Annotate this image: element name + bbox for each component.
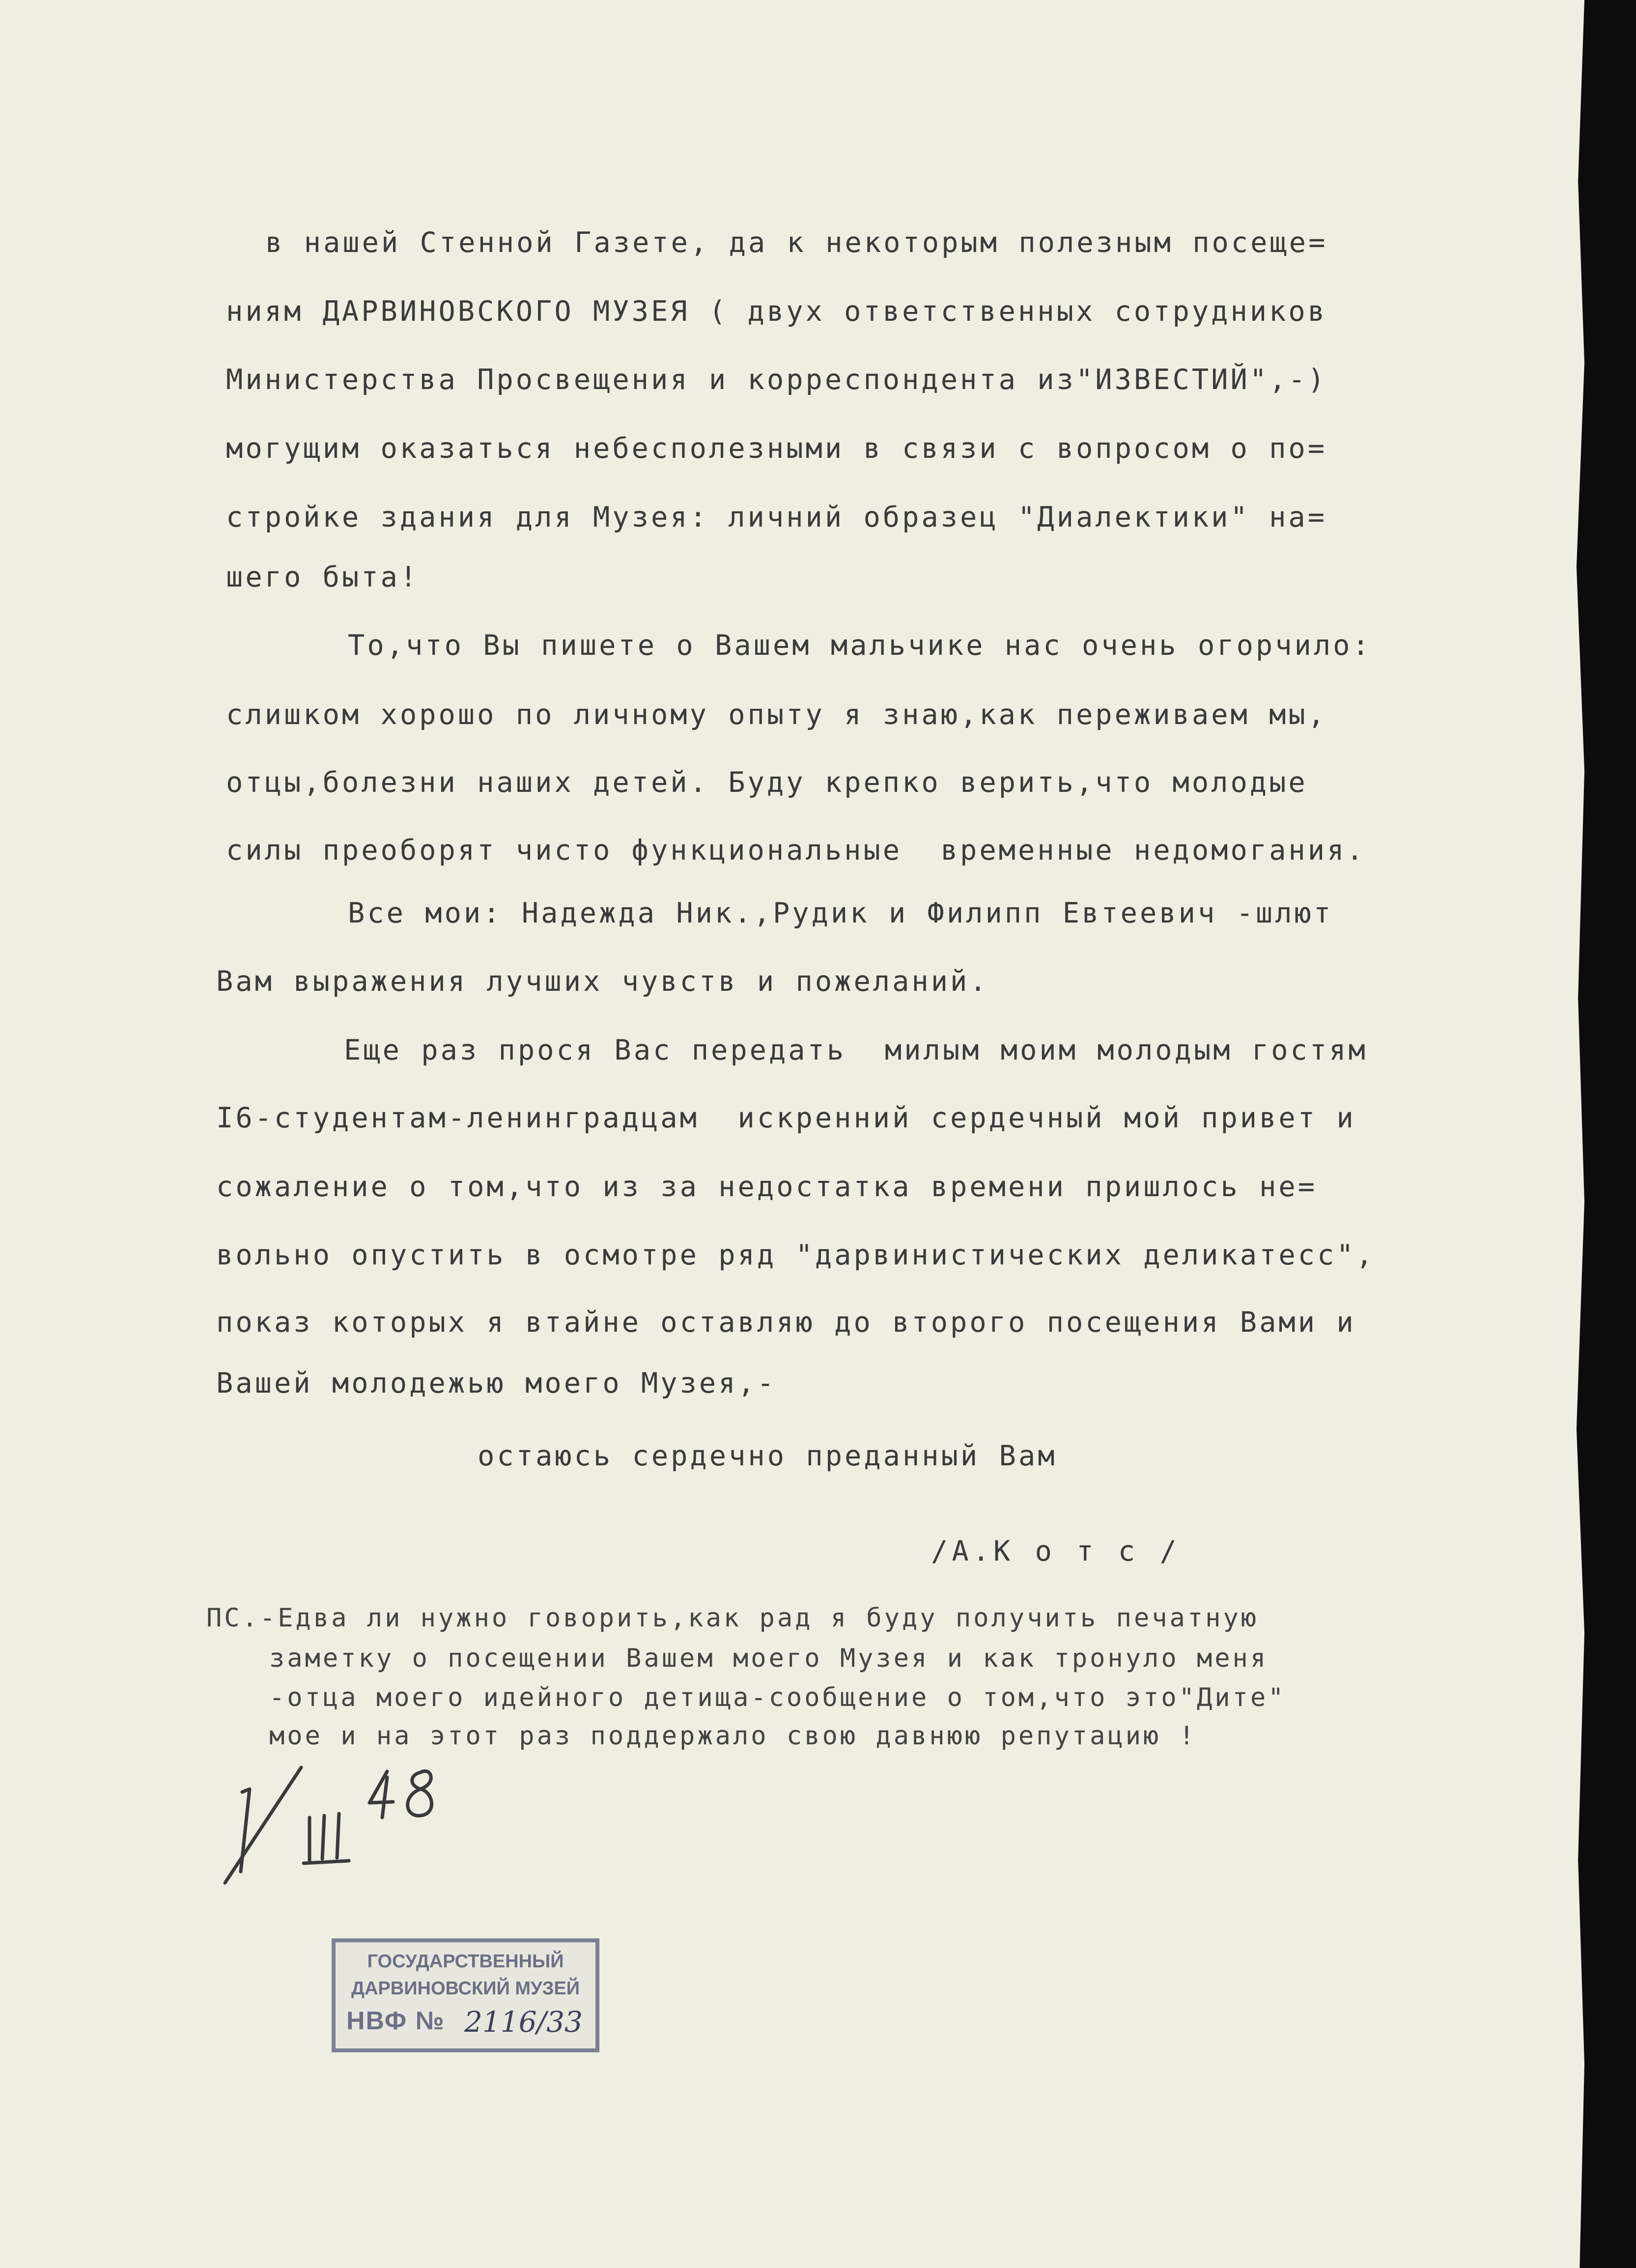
museum-stamp xyxy=(332,1938,599,2052)
letter-line-11: Все мои: Надежда Ник.,Рудик и Филипп Евтеевич -шлют xyxy=(348,897,1333,929)
letter-line-14: I6-студентам-ленинградцам искренний сердечный мой привет и xyxy=(216,1102,1356,1134)
letter-line-9: отцы,болезни наших детей. Буду крепко верить,что молодые xyxy=(226,766,1308,799)
letter-line-15: сожаление о том,что из за недостатка времени пришлось не= xyxy=(216,1171,1318,1203)
letter-line-13: Еще раз прося Вас передать милым моим молодым гостям xyxy=(344,1034,1368,1066)
postscript-line-1: ПС.-Едва ли нужно говорить,как рад я буду получить печатную xyxy=(206,1603,1259,1633)
date-year-four xyxy=(369,1771,393,1818)
date-year-eight xyxy=(408,1771,432,1816)
letter-line-18: Вашей молодежью моего Музея,- xyxy=(216,1367,777,1400)
date-slash xyxy=(225,1767,301,1883)
stamp-line-2: ДАРВИНОВСКИЙ МУЗЕЙ xyxy=(351,1978,580,1999)
letter-line-17: показ которых я втайне оставляю до второго посещения Вами и xyxy=(216,1306,1356,1339)
letter-line-3: Министерства Просвещения и корреспондента из"ИЗВЕСТИЙ",-) xyxy=(226,364,1327,396)
letter-line-1: в нашей Стенной Газете, да к некоторым полезным посеще= xyxy=(265,226,1328,259)
letter-line-8: слишком хорошо по личному опыту я знаю,как переживаем мы, xyxy=(226,699,1327,731)
stamp-line-1: ГОСУДАРСТВЕННЫЙ xyxy=(367,1951,564,1972)
letter-line-2: ниям ДАРВИНОВСКОГО МУЗЕЯ ( двух ответственных сотрудников xyxy=(226,295,1327,328)
postscript-line-2: заметку о посещении Вашем моего Музея и как тронуло меня xyxy=(269,1644,1269,1673)
date-month-strokes xyxy=(310,1814,339,1861)
letter-line-10: силы преоборят чисто функциональные временные недомогания. xyxy=(226,834,1366,867)
letter-line-4: могущим оказаться небесполезными в связи с вопросом о по= xyxy=(226,432,1327,465)
letter-line-7: То,что Вы пишете о Вашем мальчике нас очень огорчило: xyxy=(348,629,1372,662)
stamp-fund-label: НВФ № xyxy=(346,2007,445,2035)
signature: /А.К о т с / xyxy=(931,1535,1181,1568)
letter-line-6: шего быта! xyxy=(226,561,420,593)
postscript-line-3: -отца моего идейного детища-сообщение о том,что это"Дите" xyxy=(269,1683,1286,1712)
date-month-underline xyxy=(304,1861,349,1863)
letter-line-16: вольно опустить в осмотре ряд "дарвинистических деликатесс", xyxy=(216,1239,1376,1271)
letter-line-12: Вам выражения лучших чувств и пожеланий. xyxy=(216,965,989,998)
postscript-line-4: мое и на этот раз поддержало свою давнюю репутацию ! xyxy=(269,1721,1197,1751)
closing-line: остаюсь сердечно преданный Вам xyxy=(478,1440,1057,1472)
handwritten-date xyxy=(215,1758,490,1885)
letter-line-5: стройке здания для Музея: личний образец "Диалектики" на= xyxy=(226,501,1327,533)
stamp-inventory-number: 2116/33 xyxy=(464,2005,583,2039)
